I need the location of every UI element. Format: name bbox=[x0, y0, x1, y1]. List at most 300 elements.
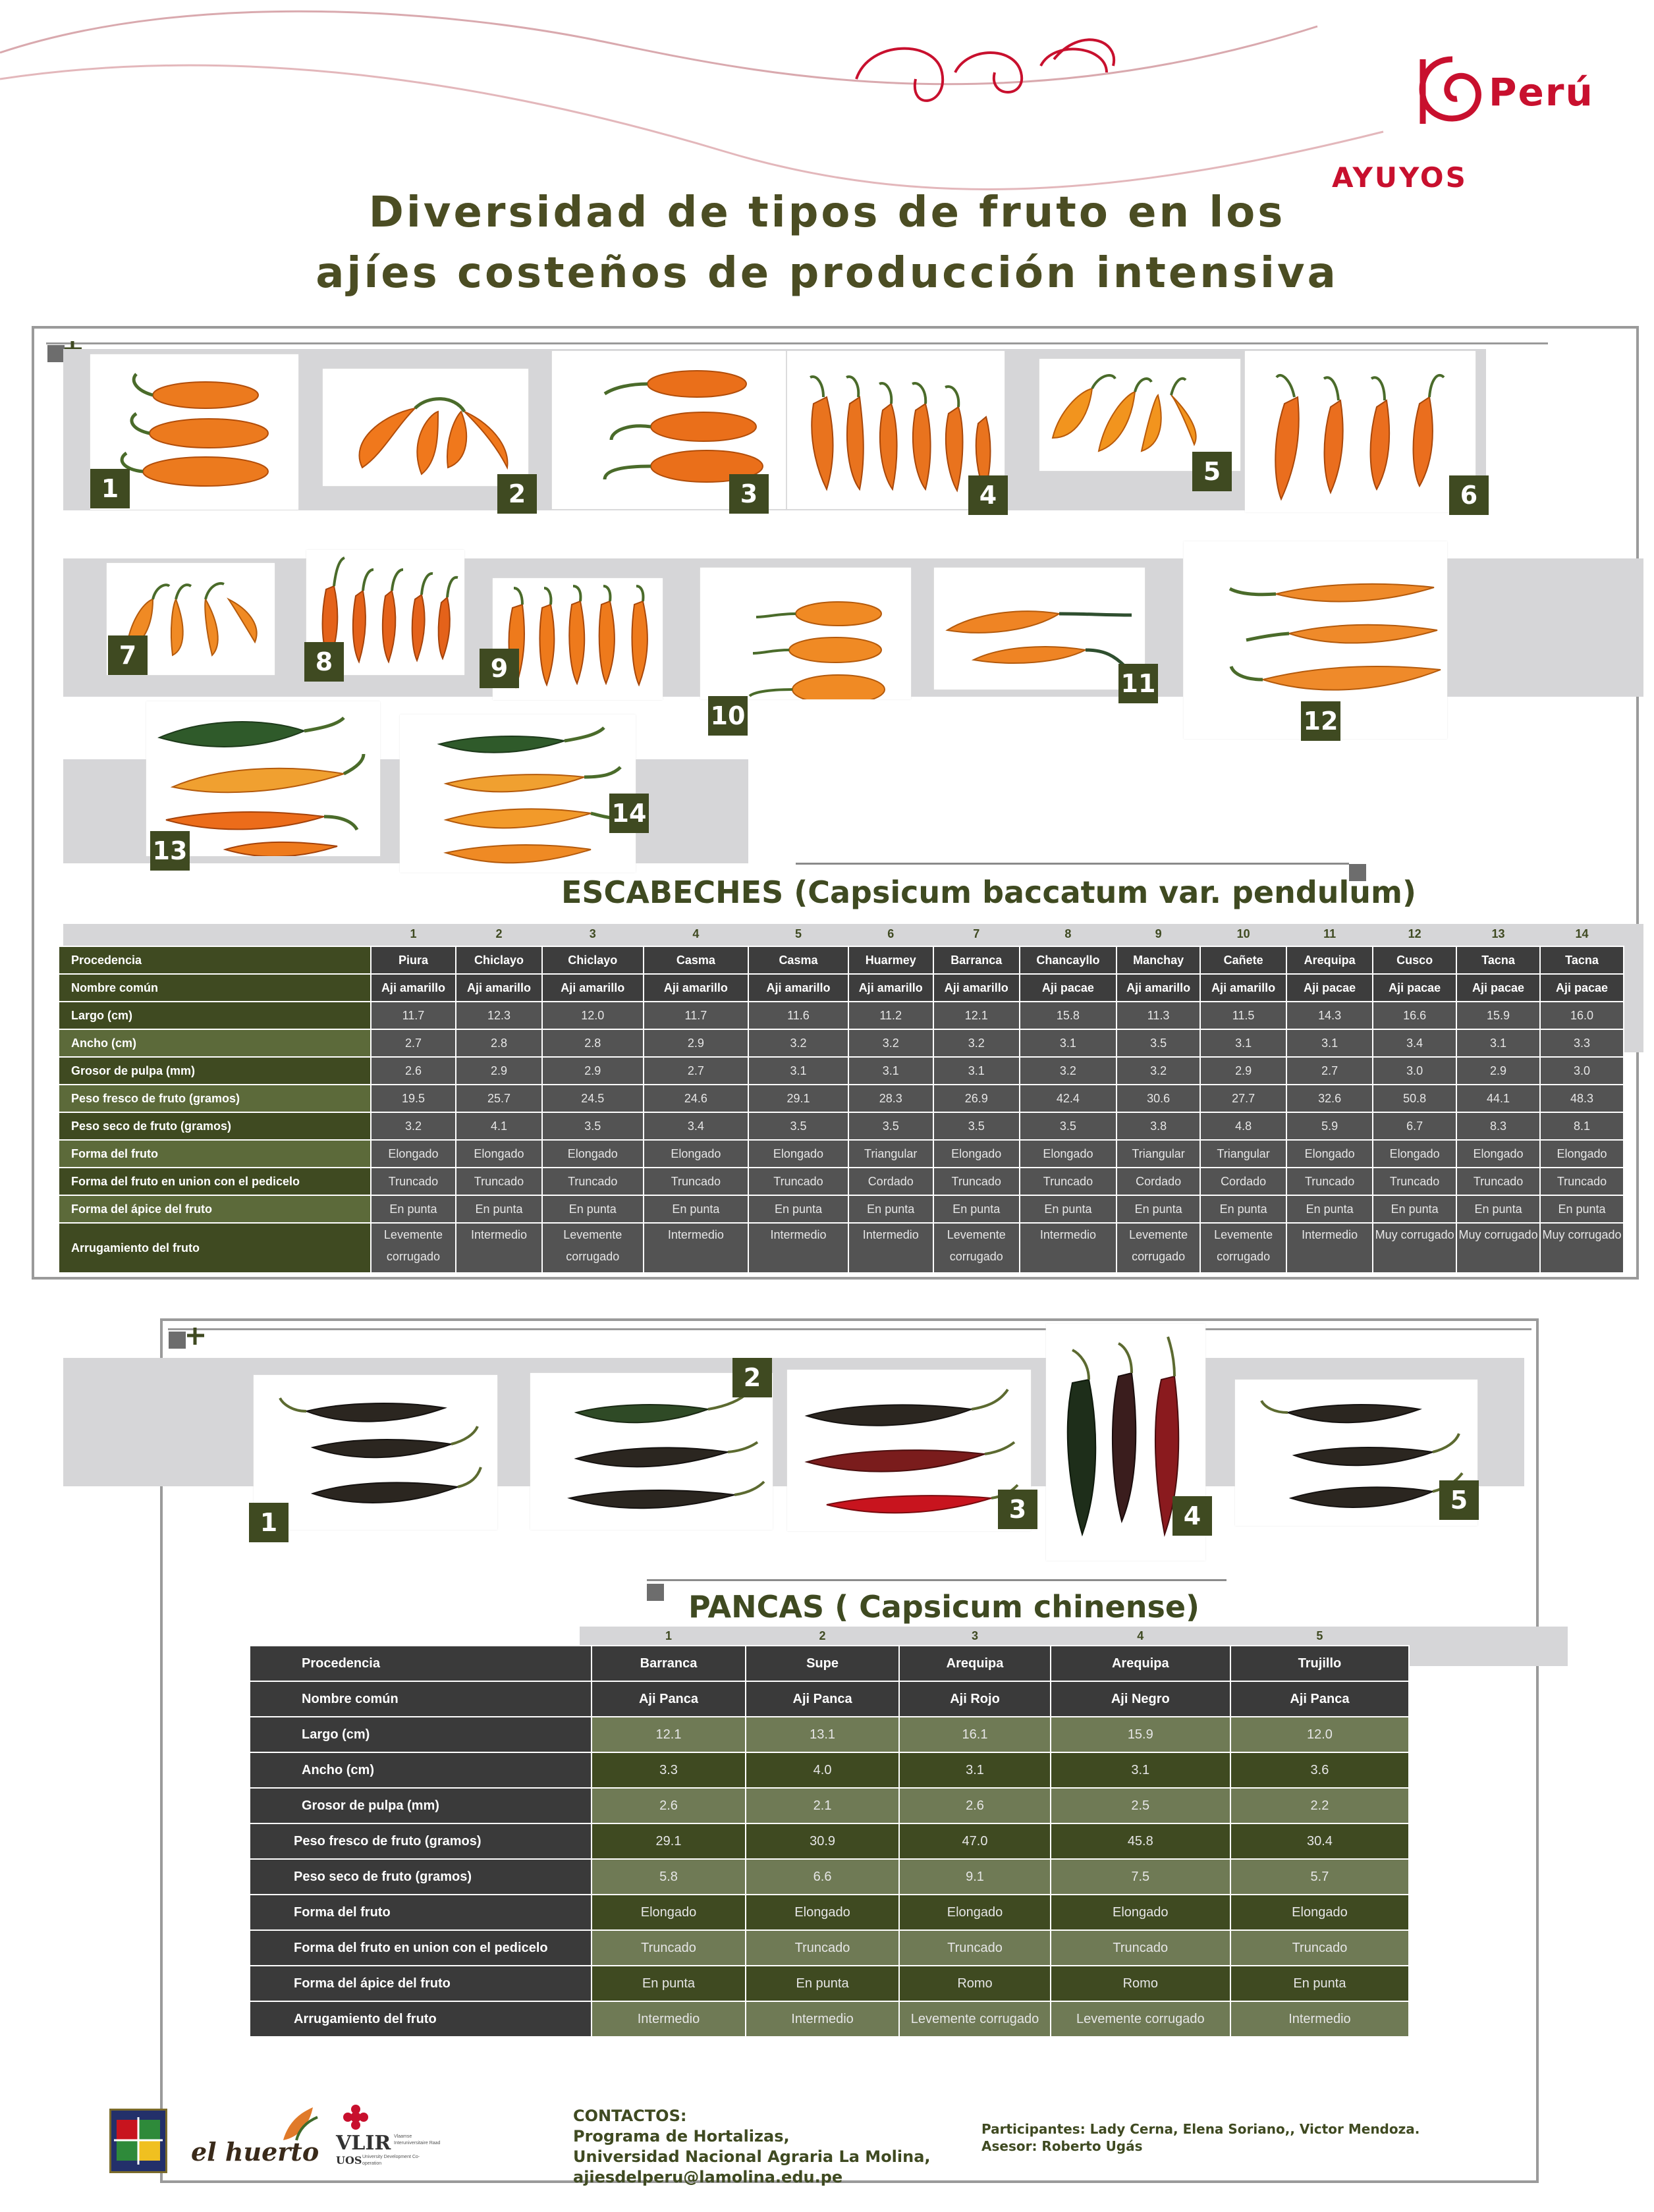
table-cell: 42.4 bbox=[1020, 1085, 1116, 1112]
table-cell: 5.9 bbox=[1286, 1112, 1373, 1140]
table-cell: En punta bbox=[1230, 1966, 1409, 2001]
table-cell: Elongado bbox=[1456, 1140, 1540, 1168]
photo-number: 1 bbox=[90, 469, 130, 508]
peru-brand-logo bbox=[1410, 46, 1594, 135]
table-cell: 3.3 bbox=[592, 1752, 746, 1788]
table-cell: Truncado bbox=[748, 1168, 848, 1195]
table-cell: 2.7 bbox=[644, 1057, 749, 1085]
table-cell: 3.1 bbox=[899, 1752, 1050, 1788]
table-cell: Cordado bbox=[848, 1168, 933, 1195]
table-cell: Elongado bbox=[899, 1895, 1050, 1930]
table-cell: Truncado bbox=[746, 1930, 900, 1966]
table-cell: 3.2 bbox=[1020, 1057, 1116, 1085]
table-cell: Chiclayo bbox=[456, 946, 542, 974]
table-cell: Elongado bbox=[933, 1140, 1020, 1168]
row-label: Peso fresco de fruto (gramos) bbox=[59, 1085, 371, 1112]
table-cell: 2.7 bbox=[1286, 1057, 1373, 1085]
table-cell: 12.3 bbox=[456, 1002, 542, 1029]
section-marker-square bbox=[647, 1584, 664, 1601]
table-cell: En punta bbox=[1456, 1195, 1540, 1223]
photo-number: 4 bbox=[968, 475, 1008, 515]
vlir-logo bbox=[336, 2104, 441, 2167]
table-cell: Levemente corrugado bbox=[1200, 1223, 1286, 1273]
panca-photo-3 bbox=[787, 1370, 1031, 1531]
table-cell: En punta bbox=[1020, 1195, 1116, 1223]
table-cell: Aji amarillo bbox=[848, 974, 933, 1002]
table-row bbox=[250, 1681, 1409, 1717]
table-cell: 2.6 bbox=[592, 1788, 746, 1823]
table-cell: 7.5 bbox=[1051, 1859, 1230, 1895]
contacts-heading: CONTACTOS: bbox=[573, 2107, 687, 2125]
table-cell: 4.0 bbox=[746, 1752, 900, 1788]
table-row bbox=[59, 1195, 1624, 1223]
table-cell: Muy corrugado bbox=[1456, 1223, 1540, 1273]
participants-text: Participantes: Lady Cerna, Elena Soriano,, Victor Mendoza. bbox=[981, 2121, 1420, 2137]
photo-number: 2 bbox=[497, 474, 537, 514]
photo-number: 3 bbox=[998, 1490, 1037, 1529]
table-cell: 2.9 bbox=[1456, 1057, 1540, 1085]
pepper-photo-2 bbox=[323, 369, 528, 486]
table-cell: 11.5 bbox=[1200, 1002, 1286, 1029]
table-cell: Barranca bbox=[933, 946, 1020, 974]
table-cell: Aji Panca bbox=[592, 1681, 746, 1717]
vlir-caption-1: Vlaamse Interuniversitaire Raad bbox=[394, 2134, 441, 2145]
row-label: Arrugamiento del fruto bbox=[250, 2001, 592, 2037]
table-row bbox=[250, 1788, 1409, 1823]
table-cell: Elongado bbox=[1540, 1140, 1624, 1168]
table-cell: 12.1 bbox=[592, 1717, 746, 1752]
page-title-line-1: Diversidad de tipos de fruto en los bbox=[368, 188, 1286, 237]
table-cell: En punta bbox=[542, 1195, 644, 1223]
table-cell: Elongado bbox=[1373, 1140, 1456, 1168]
table-row bbox=[59, 1085, 1624, 1112]
el-huerto-logo: el huerto bbox=[191, 2137, 319, 2167]
table-cell: 4.8 bbox=[1200, 1112, 1286, 1140]
column-number: 10 bbox=[1236, 927, 1250, 940]
table-cell: Triangular bbox=[848, 1140, 933, 1168]
table-cell: 30.9 bbox=[746, 1823, 900, 1859]
table-cell: Intermedio bbox=[1230, 2001, 1409, 2037]
table-cell: Aji Rojo bbox=[899, 1681, 1050, 1717]
table-cell: 16.1 bbox=[899, 1717, 1050, 1752]
row-label: Ancho (cm) bbox=[250, 1752, 592, 1788]
table-row bbox=[250, 1895, 1409, 1930]
table-cell: 50.8 bbox=[1373, 1085, 1456, 1112]
table-cell: En punta bbox=[592, 1966, 746, 2001]
escabeches-table-body bbox=[59, 946, 1624, 1273]
table-cell: En punta bbox=[848, 1195, 933, 1223]
table-cell: Truncado bbox=[1051, 1930, 1230, 1966]
pancas-table-body bbox=[250, 1646, 1409, 2037]
table-cell: 2.6 bbox=[899, 1788, 1050, 1823]
table-cell: Trujillo bbox=[1230, 1646, 1409, 1681]
row-label: Procedencia bbox=[59, 946, 371, 974]
table-cell: Truncado bbox=[1020, 1168, 1116, 1195]
pepper-photo-14 bbox=[400, 715, 636, 873]
pancas-section-title: PANCAS ( Capsicum chinense) bbox=[688, 1589, 1200, 1625]
table-cell: 3.1 bbox=[1456, 1029, 1540, 1057]
table-cell: Aji amarillo bbox=[456, 974, 542, 1002]
table-cell: Muy corrugado bbox=[1540, 1223, 1624, 1273]
table-cell: Aji amarillo bbox=[933, 974, 1020, 1002]
table-cell: 44.1 bbox=[1456, 1085, 1540, 1112]
row-label: Grosor de pulpa (mm) bbox=[250, 1788, 592, 1823]
column-number: 1 bbox=[410, 927, 417, 940]
table-cell: 2.6 bbox=[371, 1057, 456, 1085]
table-cell: Aji pacae bbox=[1456, 974, 1540, 1002]
table-cell: Intermedio bbox=[1020, 1223, 1116, 1273]
table-cell: Levemente corrugado bbox=[899, 2001, 1050, 2037]
table-cell: Truncado bbox=[933, 1168, 1020, 1195]
table-cell: 3.5 bbox=[1116, 1029, 1200, 1057]
photo-number: 9 bbox=[480, 649, 519, 688]
table-cell: En punta bbox=[933, 1195, 1020, 1223]
table-cell: 9.1 bbox=[899, 1859, 1050, 1895]
table-cell: En punta bbox=[748, 1195, 848, 1223]
table-row bbox=[59, 1168, 1624, 1195]
row-label: Procedencia bbox=[250, 1646, 592, 1681]
table-row bbox=[250, 1717, 1409, 1752]
row-label: Grosor de pulpa (mm) bbox=[59, 1057, 371, 1085]
table-cell: Cañete bbox=[1200, 946, 1286, 974]
row-label: Forma del fruto bbox=[59, 1140, 371, 1168]
table-cell: 48.3 bbox=[1540, 1085, 1624, 1112]
table-cell: Aji amarillo bbox=[1200, 974, 1286, 1002]
table-cell: 8.3 bbox=[1456, 1112, 1540, 1140]
table-cell: 24.5 bbox=[542, 1085, 644, 1112]
table-cell: 28.3 bbox=[848, 1085, 933, 1112]
table-cell: 3.2 bbox=[748, 1029, 848, 1057]
table-row bbox=[250, 2001, 1409, 2037]
table-cell: Elongado bbox=[1020, 1140, 1116, 1168]
section-rule bbox=[796, 863, 1349, 865]
photo-number: 11 bbox=[1118, 664, 1158, 703]
pancas-table bbox=[249, 1627, 1410, 2037]
row-label: Largo (cm) bbox=[250, 1717, 592, 1752]
table-row bbox=[59, 1140, 1624, 1168]
table-cell: En punta bbox=[1540, 1195, 1624, 1223]
table-cell: Intermedio bbox=[848, 1223, 933, 1273]
section-marker-square bbox=[169, 1332, 186, 1349]
table-row bbox=[59, 1057, 1624, 1085]
table-cell: Casma bbox=[748, 946, 848, 974]
table-cell: Muy corrugado bbox=[1373, 1223, 1456, 1273]
table-cell: Aji Negro bbox=[1051, 1681, 1230, 1717]
page-title-line-2: ajíes costeños de producción intensiva bbox=[316, 249, 1338, 298]
table-cell: 3.6 bbox=[1230, 1752, 1409, 1788]
row-label: Forma del fruto en union con el pedicelo bbox=[59, 1168, 371, 1195]
photo-number: 2 bbox=[732, 1358, 772, 1397]
column-number: 2 bbox=[819, 1629, 826, 1642]
table-cell: 3.2 bbox=[933, 1029, 1020, 1057]
column-number: 5 bbox=[794, 927, 802, 940]
table-cell: Intermedio bbox=[1286, 1223, 1373, 1273]
brand-name: Perú bbox=[1489, 70, 1594, 115]
column-number: 6 bbox=[887, 927, 895, 940]
university-crest-logo bbox=[109, 2109, 167, 2173]
table-cell: 3.1 bbox=[1200, 1029, 1286, 1057]
table-cell: Tacna bbox=[1540, 946, 1624, 974]
table-cell: Tacna bbox=[1456, 946, 1540, 974]
table-cell: 2.9 bbox=[542, 1057, 644, 1085]
table-cell: Elongado bbox=[371, 1140, 456, 1168]
column-number: 2 bbox=[495, 927, 503, 940]
pepper-photo-11 bbox=[934, 568, 1145, 689]
column-number: 9 bbox=[1155, 927, 1162, 940]
column-number: 1 bbox=[665, 1629, 673, 1642]
table-cell: 11.3 bbox=[1116, 1002, 1200, 1029]
table-cell: Elongado bbox=[644, 1140, 749, 1168]
table-cell: Intermedio bbox=[456, 1223, 542, 1273]
table-cell: Chiclayo bbox=[542, 946, 644, 974]
row-label: Forma del ápice del fruto bbox=[250, 1966, 592, 2001]
row-label: Peso seco de fruto (gramos) bbox=[59, 1112, 371, 1140]
vlir-flower-icon bbox=[343, 2104, 369, 2130]
peru-spiral-icon bbox=[1410, 46, 1495, 132]
table-cell: 3.2 bbox=[848, 1029, 933, 1057]
table-cell: Manchay bbox=[1116, 946, 1200, 974]
table-cell: Truncado bbox=[542, 1168, 644, 1195]
table-cell: 8.1 bbox=[1540, 1112, 1624, 1140]
table-row bbox=[59, 946, 1624, 974]
table-cell: 3.4 bbox=[1373, 1029, 1456, 1057]
table-cell: 2.7 bbox=[371, 1029, 456, 1057]
section-rule bbox=[647, 1579, 1227, 1581]
table-cell: 30.4 bbox=[1230, 1823, 1409, 1859]
table-cell: Arequipa bbox=[899, 1646, 1050, 1681]
table-cell: Elongado bbox=[592, 1895, 746, 1930]
vlir-sub: UOS bbox=[336, 2154, 362, 2167]
table-cell: Levemente corrugado bbox=[542, 1223, 644, 1273]
contacts-line: Programa de Hortalizas, bbox=[573, 2127, 790, 2145]
table-cell: 3.5 bbox=[1020, 1112, 1116, 1140]
section-marker-cross bbox=[186, 1326, 206, 1346]
table-cell: 5.8 bbox=[592, 1859, 746, 1895]
table-cell: Levemente corrugado bbox=[1051, 2001, 1230, 2037]
table-cell: 2.2 bbox=[1230, 1788, 1409, 1823]
table-cell: 13.1 bbox=[746, 1717, 900, 1752]
photo-number: 14 bbox=[609, 794, 649, 833]
escabeches-section-title: ESCABECHES (Capsicum baccatum var. pendulum) bbox=[561, 875, 1416, 910]
table-cell: 2.8 bbox=[456, 1029, 542, 1057]
column-number: 4 bbox=[1137, 1629, 1144, 1642]
table-cell: 15.9 bbox=[1456, 1002, 1540, 1029]
row-label: Forma del ápice del fruto bbox=[59, 1195, 371, 1223]
photo-number: 12 bbox=[1301, 701, 1340, 741]
table-cell: 45.8 bbox=[1051, 1823, 1230, 1859]
table-cell: 3.2 bbox=[1116, 1057, 1200, 1085]
credits-block bbox=[981, 2120, 1420, 2155]
table-cell: 2.9 bbox=[1200, 1057, 1286, 1085]
table-cell: Romo bbox=[1051, 1966, 1230, 2001]
table-cell: 32.6 bbox=[1286, 1085, 1373, 1112]
table-cell: Elongado bbox=[1051, 1895, 1230, 1930]
table-cell: 3.2 bbox=[371, 1112, 456, 1140]
column-number: 4 bbox=[692, 927, 700, 940]
table-cell: Arequipa bbox=[1051, 1646, 1230, 1681]
table-cell: 3.1 bbox=[1051, 1752, 1230, 1788]
table-cell: 19.5 bbox=[371, 1085, 456, 1112]
table-cell: 15.9 bbox=[1051, 1717, 1230, 1752]
column-number: 11 bbox=[1323, 927, 1337, 940]
photo-number: 13 bbox=[150, 831, 190, 871]
row-label: Nombre común bbox=[59, 974, 371, 1002]
photo-number: 6 bbox=[1449, 475, 1489, 515]
table-cell: En punta bbox=[746, 1966, 900, 2001]
table-row bbox=[250, 1930, 1409, 1966]
table-cell: Chancayllo bbox=[1020, 946, 1116, 974]
column-number: 8 bbox=[1064, 927, 1072, 940]
table-cell: 3.1 bbox=[848, 1057, 933, 1085]
table-cell: Aji amarillo bbox=[371, 974, 456, 1002]
table-cell: Aji amarillo bbox=[1116, 974, 1200, 1002]
table-cell: 11.7 bbox=[644, 1002, 749, 1029]
table-cell: 6.6 bbox=[746, 1859, 900, 1895]
row-label: Peso fresco de fruto (gramos) bbox=[250, 1823, 592, 1859]
leaf-logo-icon bbox=[277, 2104, 323, 2144]
photo-number: 1 bbox=[249, 1503, 289, 1542]
table-cell: Aji pacae bbox=[1373, 974, 1456, 1002]
table-cell: Aji Panca bbox=[1230, 1681, 1409, 1717]
table-cell: 26.9 bbox=[933, 1085, 1020, 1112]
pepper-photo-10 bbox=[700, 568, 911, 699]
table-cell: 11.6 bbox=[748, 1002, 848, 1029]
table-cell: Truncado bbox=[1456, 1168, 1540, 1195]
table-cell: 29.1 bbox=[592, 1823, 746, 1859]
column-number: 5 bbox=[1316, 1629, 1323, 1642]
table-cell: 3.1 bbox=[1286, 1029, 1373, 1057]
table-cell: Levemente corrugado bbox=[371, 1223, 456, 1273]
column-number: 3 bbox=[589, 927, 596, 940]
table-cell: Truncado bbox=[1373, 1168, 1456, 1195]
table-cell: Aji pacae bbox=[1286, 974, 1373, 1002]
table-cell: 3.3 bbox=[1540, 1029, 1624, 1057]
table-cell: 11.2 bbox=[848, 1002, 933, 1029]
photo-number: 8 bbox=[304, 642, 344, 682]
table-cell: 3.5 bbox=[933, 1112, 1020, 1140]
row-label: Peso seco de fruto (gramos) bbox=[250, 1859, 592, 1895]
table-cell: 16.0 bbox=[1540, 1002, 1624, 1029]
table-cell: Cordado bbox=[1200, 1168, 1286, 1195]
table-cell: Intermedio bbox=[746, 2001, 900, 2037]
table-cell: Aji pacae bbox=[1020, 974, 1116, 1002]
table-cell: Truncado bbox=[592, 1930, 746, 1966]
photo-number: 5 bbox=[1192, 452, 1232, 491]
table-cell: En punta bbox=[1200, 1195, 1286, 1223]
table-cell: 3.1 bbox=[933, 1057, 1020, 1085]
table-cell: Levemente corrugado bbox=[1116, 1223, 1200, 1273]
escabeches-number-row bbox=[59, 922, 1624, 946]
table-cell: Triangular bbox=[1200, 1140, 1286, 1168]
table-cell: 27.7 bbox=[1200, 1085, 1286, 1112]
table-cell: Elongado bbox=[1286, 1140, 1373, 1168]
row-label: Forma del fruto bbox=[250, 1895, 592, 1930]
table-cell: Elongado bbox=[456, 1140, 542, 1168]
column-number: 7 bbox=[973, 927, 980, 940]
table-cell: Aji pacae bbox=[1540, 974, 1624, 1002]
table-cell: Elongado bbox=[748, 1140, 848, 1168]
table-cell: Piura bbox=[371, 946, 456, 974]
table-cell: Cordado bbox=[1116, 1168, 1200, 1195]
table-cell: Elongado bbox=[542, 1140, 644, 1168]
contacts-line: Universidad Nacional Agraria La Molina, bbox=[573, 2147, 931, 2166]
table-row bbox=[250, 1752, 1409, 1788]
table-cell: 3.1 bbox=[748, 1057, 848, 1085]
contacts-email[interactable]: ajiesdelperu@lamolina.edu.pe bbox=[573, 2168, 843, 2186]
photo-number: 7 bbox=[108, 635, 148, 675]
table-cell: En punta bbox=[371, 1195, 456, 1223]
table-row bbox=[59, 1029, 1624, 1057]
table-cell: Aji amarillo bbox=[542, 974, 644, 1002]
table-cell: Truncado bbox=[1230, 1930, 1409, 1966]
vlir-caption-2: University Development Co-operation bbox=[362, 2155, 420, 2166]
table-row bbox=[59, 1112, 1624, 1140]
table-cell: 16.6 bbox=[1373, 1002, 1456, 1029]
table-cell: 3.0 bbox=[1540, 1057, 1624, 1085]
table-cell: Elongado bbox=[746, 1895, 900, 1930]
table-cell: 3.4 bbox=[644, 1112, 749, 1140]
column-number: 3 bbox=[972, 1629, 979, 1642]
table-cell: 15.8 bbox=[1020, 1002, 1116, 1029]
table-cell: 12.0 bbox=[542, 1002, 644, 1029]
ayuyos-label: AYUYOS bbox=[1332, 161, 1468, 194]
pepper-photo-6 bbox=[1245, 351, 1475, 512]
table-row bbox=[59, 974, 1624, 1002]
table-cell: 6.7 bbox=[1373, 1112, 1456, 1140]
table-cell: 2.1 bbox=[746, 1788, 900, 1823]
table-cell: En punta bbox=[1286, 1195, 1373, 1223]
column-number: 14 bbox=[1575, 927, 1589, 940]
table-row bbox=[59, 1223, 1624, 1273]
table-cell: 3.1 bbox=[1020, 1029, 1116, 1057]
table-cell: 4.1 bbox=[456, 1112, 542, 1140]
table-cell: 3.8 bbox=[1116, 1112, 1200, 1140]
table-cell: Romo bbox=[899, 1966, 1050, 2001]
pancas-number-row bbox=[250, 1627, 1409, 1646]
table-cell: Intermedio bbox=[592, 2001, 746, 2037]
table-cell: En punta bbox=[456, 1195, 542, 1223]
photo-band-row-2-right bbox=[1443, 558, 1643, 697]
table-cell: Barranca bbox=[592, 1646, 746, 1681]
section-marker-square bbox=[47, 345, 65, 362]
table-cell: 5.7 bbox=[1230, 1859, 1409, 1895]
photo-number: 10 bbox=[708, 696, 748, 736]
table-cell: Casma bbox=[644, 946, 749, 974]
table-cell: 3.5 bbox=[848, 1112, 933, 1140]
table-cell: Arequipa bbox=[1286, 946, 1373, 974]
table-cell: Truncado bbox=[1286, 1168, 1373, 1195]
table-cell: En punta bbox=[644, 1195, 749, 1223]
photo-number: 4 bbox=[1172, 1496, 1212, 1536]
column-number: 12 bbox=[1408, 927, 1421, 940]
table-cell: Intermedio bbox=[644, 1223, 749, 1273]
table-row bbox=[250, 1646, 1409, 1681]
table-cell: Cusco bbox=[1373, 946, 1456, 974]
escabeches-top-rule bbox=[46, 342, 1548, 344]
table-cell: 11.7 bbox=[371, 1002, 456, 1029]
table-cell: Elongado bbox=[1230, 1895, 1409, 1930]
table-row bbox=[250, 1823, 1409, 1859]
table-row bbox=[59, 1002, 1624, 1029]
table-cell: Supe bbox=[746, 1646, 900, 1681]
column-number: 13 bbox=[1491, 927, 1505, 940]
table-cell: 2.8 bbox=[542, 1029, 644, 1057]
row-label: Forma del fruto en union con el pedicelo bbox=[250, 1930, 592, 1966]
table-cell: 47.0 bbox=[899, 1823, 1050, 1859]
row-label: Nombre común bbox=[250, 1681, 592, 1717]
table-cell: 3.5 bbox=[748, 1112, 848, 1140]
advisor-text: Asesor: Roberto Ugás bbox=[981, 2138, 1143, 2154]
